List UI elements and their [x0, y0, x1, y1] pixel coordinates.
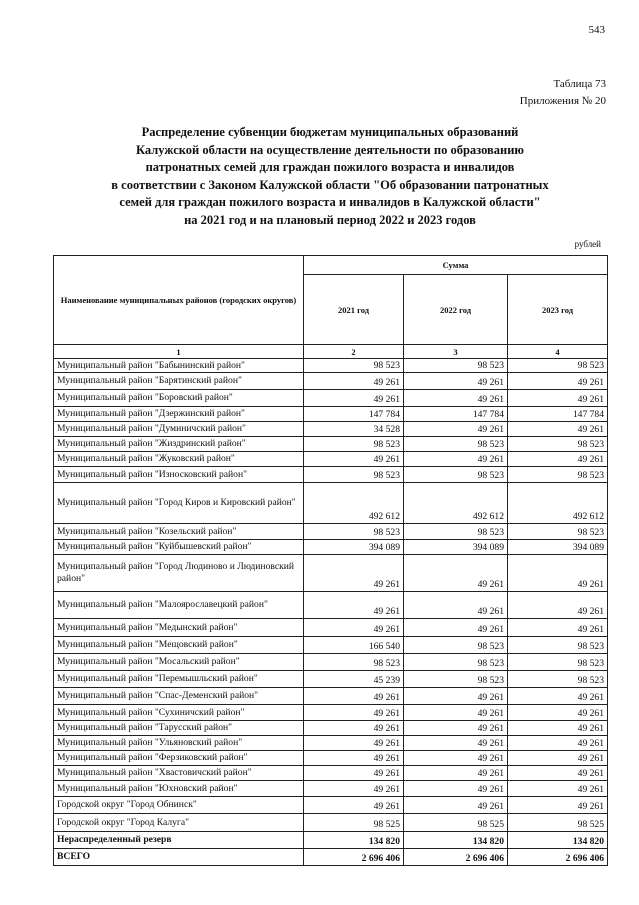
value-2021: 49 261 [304, 751, 404, 766]
value-2021: 2 696 406 [304, 849, 404, 866]
table-row [54, 688, 608, 705]
value-2023: 49 261 [508, 555, 608, 592]
value-2023: 49 261 [508, 705, 608, 721]
header-year-2021: 2021 год [304, 275, 404, 345]
value-2021: 98 525 [304, 814, 404, 832]
value-2023: 98 523 [508, 467, 608, 483]
value-2023: 49 261 [508, 390, 608, 407]
row-name: Муниципальный район "Износковский район" [54, 467, 304, 483]
value-2022: 49 261 [404, 766, 508, 781]
row-name: Муниципальный район "Сухиничский район" [54, 705, 304, 721]
row-name: Муниципальный район "Козельский район" [54, 524, 304, 540]
value-2022: 49 261 [404, 555, 508, 592]
row-name: Муниципальный район "Хвастовичский район" [54, 766, 304, 781]
title-line: Калужской области на осуществление деятельности по образованию [136, 142, 524, 157]
value-2023: 49 261 [508, 619, 608, 637]
column-number: 2 [304, 345, 404, 359]
row-name: Муниципальный район "Жиздринский район" [54, 437, 304, 452]
value-2023: 492 612 [508, 483, 608, 524]
column-number: 3 [404, 345, 508, 359]
value-2023: 49 261 [508, 766, 608, 781]
row-name: ВСЕГО [54, 849, 304, 866]
value-2023: 147 784 [508, 407, 608, 422]
value-2021: 49 261 [304, 797, 404, 814]
table-row [54, 437, 608, 452]
value-2022: 49 261 [404, 797, 508, 814]
value-2022: 49 261 [404, 452, 508, 467]
table-row [54, 751, 608, 766]
value-2023: 98 523 [508, 637, 608, 654]
value-2022: 98 523 [404, 524, 508, 540]
value-2022: 49 261 [404, 422, 508, 437]
value-2022: 98 523 [404, 637, 508, 654]
value-2023: 49 261 [508, 373, 608, 390]
table-row [54, 736, 608, 751]
value-2022: 49 261 [404, 619, 508, 637]
value-2021: 49 261 [304, 452, 404, 467]
row-name: Муниципальный район "Жуковский район" [54, 452, 304, 467]
row-name: Муниципальный район "Город Киров и Кировский район" [54, 483, 304, 524]
row-name: Муниципальный район "Мещовский район" [54, 637, 304, 654]
value-2022: 49 261 [404, 688, 508, 705]
row-name: Муниципальный район "Перемышльский район" [54, 671, 304, 688]
value-2022: 49 261 [404, 781, 508, 797]
value-2021: 49 261 [304, 555, 404, 592]
value-2023: 394 089 [508, 540, 608, 555]
value-2022: 98 523 [404, 654, 508, 671]
value-2022: 49 261 [404, 705, 508, 721]
row-name: Муниципальный район "Куйбышевский район" [54, 540, 304, 555]
table-row [54, 619, 608, 637]
row-name: Городской округ "Город Калуга" [54, 814, 304, 832]
value-2021: 98 523 [304, 467, 404, 483]
value-2023: 98 523 [508, 524, 608, 540]
header-name: Наименование муниципальных районов (городских округов) [54, 256, 304, 345]
table-row [54, 592, 608, 619]
value-2021: 147 784 [304, 407, 404, 422]
table-row [54, 555, 608, 592]
value-2021: 49 261 [304, 688, 404, 705]
table-reference-line: Таблица 73 [553, 78, 606, 90]
table-row [54, 721, 608, 736]
row-name: Муниципальный район "Дзержинский район" [54, 407, 304, 422]
table-row [54, 524, 608, 540]
value-2021: 49 261 [304, 766, 404, 781]
value-2023: 49 261 [508, 688, 608, 705]
value-2023: 98 523 [508, 437, 608, 452]
value-2022: 492 612 [404, 483, 508, 524]
table-row [54, 832, 608, 849]
table-row [54, 390, 608, 407]
row-name: Муниципальный район "Барятинский район" [54, 373, 304, 390]
value-2021: 492 612 [304, 483, 404, 524]
table-reference [520, 76, 606, 110]
row-name: Муниципальный район "Спас-Деменский район" [54, 688, 304, 705]
value-2021: 49 261 [304, 781, 404, 797]
value-2021: 98 523 [304, 359, 404, 373]
value-2023: 49 261 [508, 751, 608, 766]
table-row [54, 654, 608, 671]
table-reference-line: Приложения № 20 [519, 95, 606, 107]
value-2022: 147 784 [404, 407, 508, 422]
row-name: Городской округ "Город Обнинск" [54, 797, 304, 814]
subvention-table [53, 255, 608, 866]
value-2022: 49 261 [404, 390, 508, 407]
value-2021: 34 528 [304, 422, 404, 437]
column-number: 4 [508, 345, 608, 359]
units-label: рублей [574, 239, 601, 249]
title-line: Распределение субвенции бюджетам муниципальных образований [141, 125, 519, 139]
value-2021: 49 261 [304, 390, 404, 407]
title-line: в соответствии с Законом Калужской области "Об образовании патронатных [111, 177, 549, 192]
title-line: патронатных семей для граждан пожилого возраста и инвалидов [145, 160, 515, 174]
row-name: Муниципальный район "Бабынинский район" [54, 359, 304, 373]
table-row [54, 849, 608, 866]
value-2023: 98 525 [508, 814, 608, 832]
table-row [54, 637, 608, 654]
value-2022: 98 523 [404, 437, 508, 452]
row-name: Муниципальный район "Тарусский район" [54, 721, 304, 736]
header-sum: Сумма [304, 256, 608, 275]
value-2021: 166 540 [304, 637, 404, 654]
value-2023: 2 696 406 [508, 849, 608, 866]
title-line: на 2021 год и на плановый период 2022 и 2023 годов [184, 212, 476, 227]
value-2022: 49 261 [404, 721, 508, 736]
value-2021: 98 523 [304, 654, 404, 671]
value-2022: 98 523 [404, 359, 508, 373]
table-row [54, 781, 608, 797]
row-name: Муниципальный район "Мосальский район" [54, 654, 304, 671]
row-name: Муниципальный район "Ульяновский район" [54, 736, 304, 751]
value-2022: 49 261 [404, 751, 508, 766]
value-2023: 49 261 [508, 422, 608, 437]
table-row [54, 373, 608, 390]
value-2023: 49 261 [508, 797, 608, 814]
value-2021: 98 523 [304, 437, 404, 452]
row-name: Муниципальный район "Город Людиново и Людиновский район" [54, 555, 304, 592]
table-row [54, 407, 608, 422]
value-2023: 98 523 [508, 654, 608, 671]
value-2022: 134 820 [404, 832, 508, 849]
table-row [54, 483, 608, 524]
value-2021: 49 261 [304, 705, 404, 721]
value-2023: 134 820 [508, 832, 608, 849]
value-2023: 49 261 [508, 721, 608, 736]
table-row [54, 797, 608, 814]
row-name: Муниципальный район "Медынский район" [54, 619, 304, 637]
table-row [54, 452, 608, 467]
table-row [54, 422, 608, 437]
value-2022: 2 696 406 [404, 849, 508, 866]
table-row [54, 671, 608, 688]
value-2023: 49 261 [508, 592, 608, 619]
row-name: Муниципальный район "Думиничский район" [54, 422, 304, 437]
row-name: Муниципальный район "Малоярославецкий район" [54, 592, 304, 619]
row-name: Муниципальный район "Боровский район" [54, 390, 304, 407]
table-body [54, 359, 608, 866]
document-title [60, 124, 600, 229]
value-2021: 49 261 [304, 736, 404, 751]
page-number: 543 [588, 24, 605, 36]
table-row [54, 814, 608, 832]
header-year-2022: 2022 год [404, 275, 508, 345]
header-year-2023: 2023 год [508, 275, 608, 345]
table-row [54, 467, 608, 483]
value-2022: 49 261 [404, 736, 508, 751]
value-2023: 49 261 [508, 781, 608, 797]
value-2021: 98 523 [304, 524, 404, 540]
row-name: Нераспределенный резерв [54, 832, 304, 849]
value-2021: 49 261 [304, 619, 404, 637]
table-row [54, 540, 608, 555]
value-2021: 49 261 [304, 721, 404, 736]
table-row [54, 359, 608, 373]
table-row [54, 766, 608, 781]
value-2021: 134 820 [304, 832, 404, 849]
row-name: Муниципальный район "Ферзиковский район" [54, 751, 304, 766]
value-2023: 98 523 [508, 359, 608, 373]
value-2023: 98 523 [508, 671, 608, 688]
table-row [54, 705, 608, 721]
value-2021: 45 239 [304, 671, 404, 688]
value-2021: 49 261 [304, 373, 404, 390]
value-2022: 98 525 [404, 814, 508, 832]
value-2022: 98 523 [404, 467, 508, 483]
row-name: Муниципальный район "Юхновский район" [54, 781, 304, 797]
title-line: семей для граждан пожилого возраста и инвалидов в Калужской области" [119, 195, 541, 209]
value-2023: 49 261 [508, 452, 608, 467]
value-2022: 394 089 [404, 540, 508, 555]
value-2021: 49 261 [304, 592, 404, 619]
value-2023: 49 261 [508, 736, 608, 751]
value-2022: 49 261 [404, 373, 508, 390]
column-number: 1 [54, 345, 304, 359]
value-2022: 49 261 [404, 592, 508, 619]
value-2022: 98 523 [404, 671, 508, 688]
value-2021: 394 089 [304, 540, 404, 555]
